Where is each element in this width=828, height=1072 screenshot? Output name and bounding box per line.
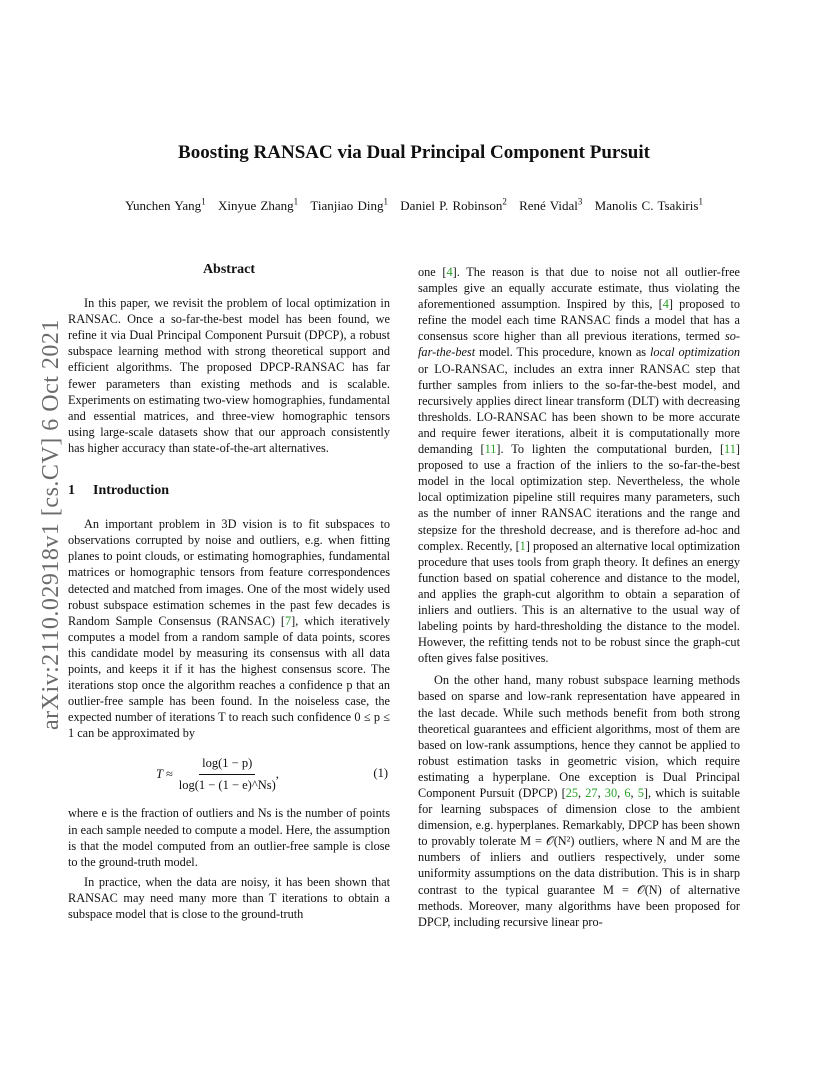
affiliation-mark: 1 xyxy=(201,197,206,207)
abstract-text: In this paper, we revisit the problem of local optimization in RANSAC. Once a so-far-the-best model has been found, we refine it via Dual Principal Component Pursuit (DPCP), a robust subspace learning method with strong theoretical support and efficient algorithms. The proposed DPCP-RANSAC has far fewer parameters than existing methods and is scalable. Experiments on estimating two-view homographies, fundamental and essential matrices, and three-view homographic tensors using large-scale datasets show that our approach consistently has higher accuracy than state-of-the-art alternatives. xyxy=(68,296,390,455)
equation-comma: , xyxy=(275,766,279,781)
equation-fraction xyxy=(179,755,276,792)
citation-link[interactable]: 4 xyxy=(662,297,669,312)
equation-denominator: log(1 − (1 − e)^Ns) xyxy=(178,777,276,792)
intro-paragraph-3: In practice, when the data are noisy, it has been shown that RANSAC may need many more than T iterations to obtain a subspace model that is close to the ground-truth xyxy=(68,874,390,921)
affiliation-mark: 1 xyxy=(293,197,299,207)
right-paragraph-2 xyxy=(418,672,740,930)
citation-link[interactable]: 25 xyxy=(565,786,579,800)
author xyxy=(310,198,388,213)
text-run: ]. The reason is that due to noise not all outlier-free samples give an equally accurate estimate, thus violating the aforementioned assumption. Inspired by this, [ xyxy=(418,265,740,312)
author-name: Tianjiao Ding xyxy=(310,198,384,214)
text-run: ], which is suitable for learning subspaces of dimension close to the ambient dimension, e.g. hyperplanes. Remarkably, DPCP has been shown to provably tolerate M = 𝒪(N²) outliers, where N and M are the numbers of inliers and outliers respectively, under some uniformity assumptions on the data distribution. This is in sharp contrast to the typical guarantee M = 𝒪(N) of alternative methods. Moreover, many algorithms have been proposed for DPCP, including recursive linear pro- xyxy=(418,786,740,929)
citation-separator: , xyxy=(578,786,586,800)
text-run: ] proposed an alternative local optimization procedure that uses tools from graph theory. It defines an energy function based on spatial coherence and distance to the model, and applies the graph-cut algorithm to obtain a separation of inliers and outliers. This is an alternative to the usual way of labeling points by hard-thresholding the distance to the model. However, the refitting tends not to be robust since the graph-cut often gives false positives. xyxy=(418,538,740,666)
right-paragraph-1 xyxy=(418,264,740,666)
section-number: 1 xyxy=(68,483,75,499)
intro-paragraph-2: where e is the fraction of outliers and Ns is the number of points in each sample needed to compute a model. Here, the assumption is that the model computed from an outlier-free sample is close to the ground-truth model. xyxy=(68,806,390,869)
citation-link[interactable]: 11 xyxy=(724,442,736,457)
text-run: On the other hand, many robust subspace learning methods based on sparse and low-rank representation have appeared in the last decade. While such methods benefit from both strong theoretical guarantees and efficient algorithms, most of them are based on low-rank assumptions, hence they cannot be applied to robust estimation tasks in geometric vision, which require estimating a hyperplane. One exception is Dual Principal Component Pursuit (DPCP) [ xyxy=(418,673,740,800)
arxiv-stamp: arXiv:2110.02918v1 [cs.CV] 6 Oct 2021 xyxy=(38,319,64,730)
intro-paragraph-1 xyxy=(68,516,390,741)
citation-separator: , xyxy=(617,786,625,800)
author-name: René Vidal xyxy=(519,198,578,214)
citation-link[interactable]: 30 xyxy=(604,786,618,800)
citation-link[interactable]: 4 xyxy=(446,265,453,279)
abstract-heading: Abstract xyxy=(202,262,256,277)
citation-link[interactable]: 7 xyxy=(284,613,292,628)
author-name: Daniel P. Robinson xyxy=(400,198,503,214)
author-name: Manolis C. Tsakiris xyxy=(594,198,699,214)
author xyxy=(125,198,206,213)
text-run: model. This procedure, known as xyxy=(475,345,650,360)
left-column xyxy=(68,262,390,922)
paper-title: Boosting RANSAC via Dual Principal Component Pursuit xyxy=(178,142,650,163)
author xyxy=(400,198,507,213)
author-name: Xinyue Zhang xyxy=(217,198,294,214)
right-column xyxy=(418,264,740,930)
citation-link[interactable]: 6 xyxy=(624,786,631,800)
citation-link[interactable]: 11 xyxy=(484,442,497,457)
citation-separator: , xyxy=(630,786,638,800)
author-list xyxy=(0,197,828,214)
text-run: ], which iteratively computes a model from a random sample of data points, scores this candidate model by measuring its consensus with all data points, and keeps it if it has the highest consensus score. The iterations stop once the algorithm reaches a confidence p that an outlier-free sample has been found. In the noiseless case, the expected number of iterations T to reach such confidence 0 ≤ p ≤ 1 can be approximated by xyxy=(68,613,391,741)
text-run: ] proposed to refine the model each time RANSAC finds a model that has a consensus score higher than all previous iterations, termed xyxy=(418,297,741,344)
citation-separator: , xyxy=(597,786,605,800)
equation-expression xyxy=(156,755,279,792)
emphasis-term: local optimization xyxy=(650,345,740,360)
author xyxy=(519,198,582,213)
text-run: one [ xyxy=(418,265,447,279)
equation-lhs: T ≈ xyxy=(156,766,173,781)
author xyxy=(595,198,703,213)
text-run: or LO-RANSAC, includes an extra inner RANSAC step that further samples from inliers to the so-far-the-best model, and recursively applies direct linear transform (DLT) with decreasing thresholds. LO-RANSAC has been shown to be more accurate and require fewer iterations, albeit it is computationally more demanding [ xyxy=(418,361,740,457)
emphasis-term: so-far-the-best xyxy=(418,329,740,360)
author xyxy=(218,198,298,213)
affiliation-mark: 1 xyxy=(698,197,703,207)
citation-link[interactable]: 5 xyxy=(637,786,644,800)
text-run: ] proposed to use a fraction of the inliers to the so-far-the-best model in the local optimization step. Nevertheless, the whole local optimization pipeline still requires many parameters, such as the number of inner RANSAC iterations and the range and stepsize for the threshold decrease, and is therefore ad-hoc and complex. Recently, [ xyxy=(418,442,740,553)
equation-number: (1) xyxy=(373,766,388,781)
text-run: An important problem in 3D vision is to fit subspaces to observations corrupted by noise and outliers, e.g. when fitting planes to point clouds, or estimating homographies, fundamental matrices or homographic tensors from feature correspondences detected and matched from images. One of the most widely used robust subspace estimation schemes in the past few decades is Random Sample Consensus (RANSAC) [ xyxy=(68,517,390,628)
citation-link[interactable]: 1 xyxy=(519,538,526,553)
section-heading-introduction xyxy=(68,483,390,499)
author-name: Yunchen Yang xyxy=(125,198,202,214)
text-run: ]. To lighten the computational burden, [ xyxy=(496,442,725,457)
equation-1 xyxy=(68,751,390,795)
citation-link[interactable]: 27 xyxy=(585,786,598,800)
affiliation-mark: 3 xyxy=(577,197,583,207)
section-title: Introduction xyxy=(93,483,169,499)
affiliation-mark: 1 xyxy=(383,197,389,207)
affiliation-mark: 2 xyxy=(502,197,507,207)
equation-numerator: log(1 − p) xyxy=(199,755,255,774)
